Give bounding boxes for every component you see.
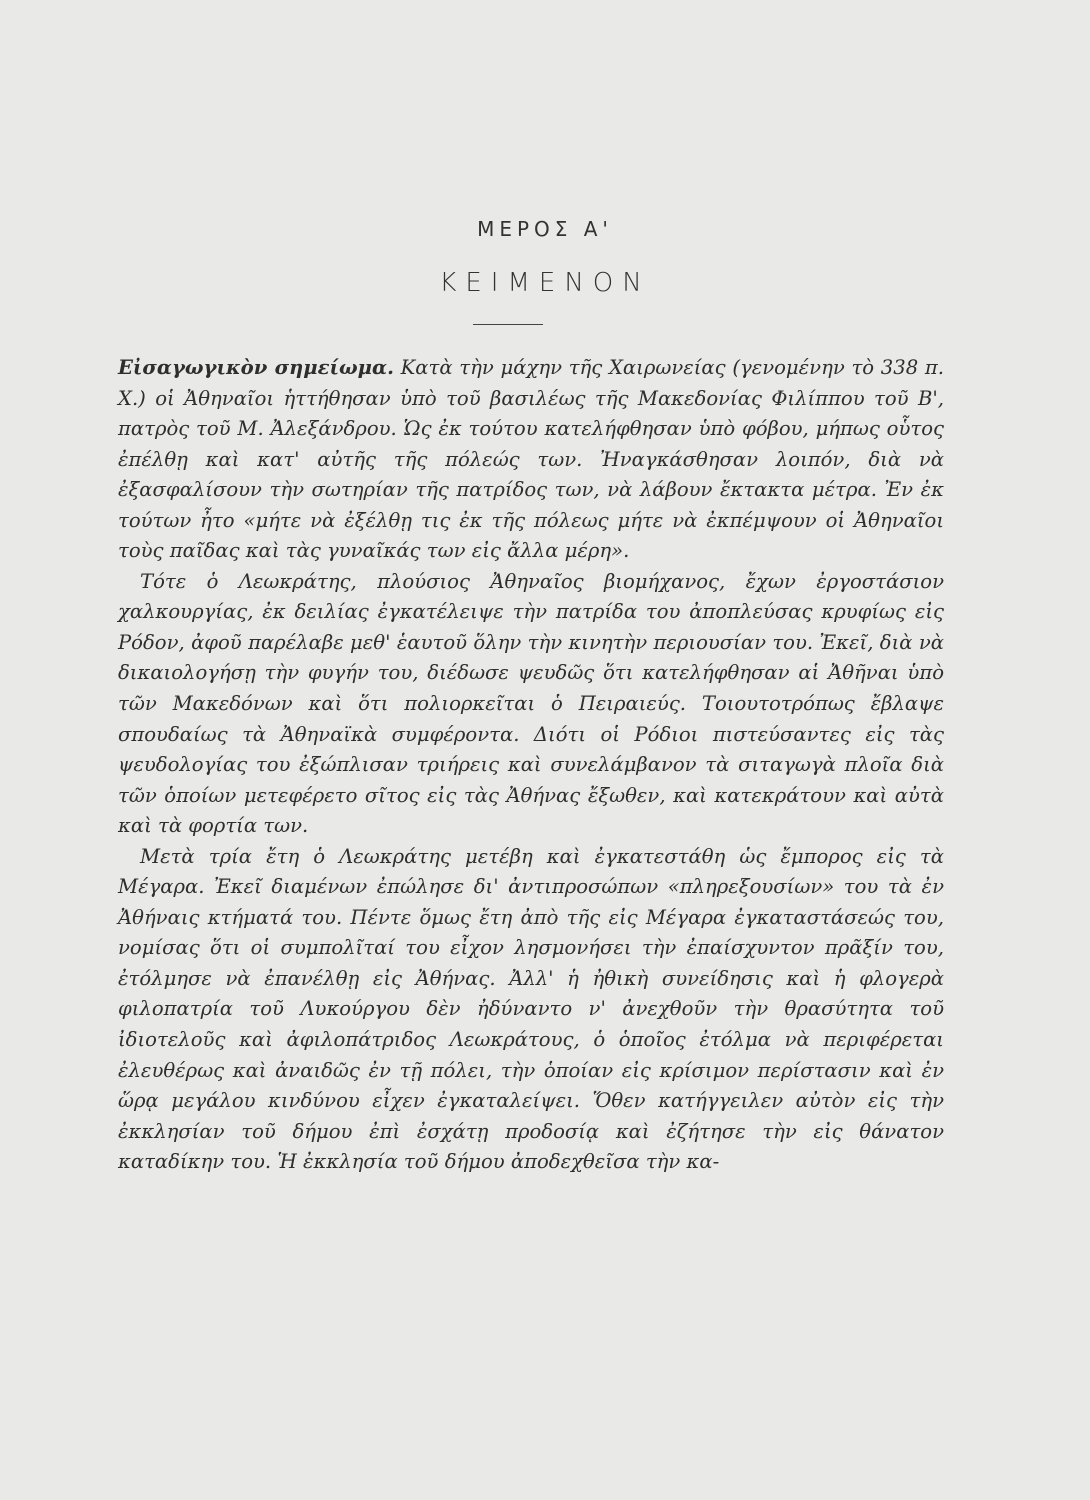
- intro-paragraph: [118, 353, 944, 567]
- paragraph-text: Κατὰ τὴν μάχην τῆς Χαιρωνείας (γενομένην τὸ 338 π. Χ.) οἱ Ἀθηναῖοι ἡττήθησαν ὑπὸ τοῦ βασιλέως τῆς Μακεδονίας Φιλίππου τοῦ Β', πατρὸς τοῦ Μ. Ἀλεξάνδρου. Ὡς ἐκ τούτου κατελήφθησαν ὑπὸ φόβου, μήπως οὗτος ἐπέλθῃ καὶ κατ' αὐτῆς τῆς πόλεώς των. Ἠναγκάσθησαν λοιπόν, διὰ νὰ ἐξασφαλίσουν τὴν σωτηρίαν τῆς πατρίδος των, νὰ λάβουν ἔκτακτα μέτρα. Ἐν ἐκ τούτων ἦτο «μήτε νὰ ἐξέλθῃ τις ἐκ τῆς πόλεως μήτε νὰ ἐκπέμψουν οἱ Ἀθηναῖοι τοὺς παῖδας καὶ τὰς γυναῖκάς των εἰς ἄλλα μέρη».: [118, 356, 945, 563]
- section-heading: ΚΕΙΜΕΝΟΝ: [439, 268, 651, 298]
- paragraph: Μετὰ τρία ἔτη ὁ Λεωκράτης μετέβη καὶ ἐγκατεστάθη ὡς ἔμπορος εἰς τὰ Μέγαρα. Ἐκεῖ διαμένων ἐπώλησε δι' ἀντιπροσώπων «πληρεξουσίων» του τὰ ἐν Ἀθήναις κτήματά του. Πέντε ὅμως ἔτη ἀπὸ τῆς εἰς Μέγαρα ἐγκαταστάσεώς του, νομίσας ὅτι οἱ συμπολῖταί του εἶχον λησμονήσει τὴν ἐπαίσχυντον πρᾶξίν του, ἐτόλμησε νὰ ἐπανέλθῃ εἰς Ἀθήνας. Ἀλλ' ἡ ἠθικὴ συνείδησις καὶ ἡ φλογερὰ φιλοπατρία τοῦ Λυκούργου δὲν ἠδύναντο ν' ἀνεχθοῦν τὴν θρασύτητα τοῦ ἰδιοτελοῦς καὶ ἀφιλοπάτριδος Λεωκράτους, ὁ ὁποῖος ἐτόλμα νὰ περιφέρεται ἐλευθέρως καὶ ἀναιδῶς ἐν τῇ πόλει, τὴν ὁποίαν εἰς κρίσιμον περίστασιν καὶ ἐν ὥρᾳ μεγάλου κινδύνου εἶχεν ἐγκαταλείψει. Ὅθεν κατήγγειλεν αὐτὸν εἰς τὴν ἐκκλησίαν τοῦ δήμου ἐπὶ ἐσχάτῃ προδοσίᾳ καὶ ἐζήτησε τὴν εἰς θάνατον καταδίκην του. Ἡ ἐκκλησία τοῦ δήμου ἀποδεχθεῖσα τὴν κα-: [118, 844, 944, 1174]
- part-heading: ΜΕΡΟΣ Α': [477, 217, 613, 241]
- heading-divider: [473, 324, 543, 325]
- intro-label: Εἰσαγωγικὸν σημείωμα.: [118, 356, 394, 379]
- body-text: [118, 353, 944, 1178]
- paragraph: Τότε ὁ Λεωκράτης, πλούσιος Ἀθηναῖος βιομήχανος, ἔχων ἐργοστάσιον χαλκουργίας, ἐκ δειλίας ἐγκατέλειψε τὴν πατρίδα του ἀποπλεύσας κρυφίως εἰς Ρόδον, ἀφοῦ παρέλαβε μεθ' ἑαυτοῦ ὅλην τὴν κινητὴν περιουσίαν του. Ἐκεῖ, διὰ νὰ δικαιολογήσῃ τὴν φυγήν του, διέδωσε ψευδῶς ὅτι κατελήφθησαν αἱ Ἀθῆναι ὑπὸ τῶν Μακεδόνων καὶ ὅτι πολιορκεῖται ὁ Πειραιεύς. Τοιουτοτρόπως ἔβλαψε σπουδαίως τὰ Ἀθηναϊκὰ συμφέροντα. Διότι οἱ Ρόδιοι πιστεύσαντες εἰς τὰς ψευδολογίας του ἐξώπλισαν τριήρεις καὶ συνελάμβανον τὰ σιταγωγὰ πλοῖα διὰ τῶν ὁποίων μετεφέρετο σῖτος εἰς τὰς Ἀθήνας ἔξωθεν, καὶ κατεκράτουν καὶ αὐτὰ καὶ τὰ φορτία των.: [118, 569, 944, 838]
